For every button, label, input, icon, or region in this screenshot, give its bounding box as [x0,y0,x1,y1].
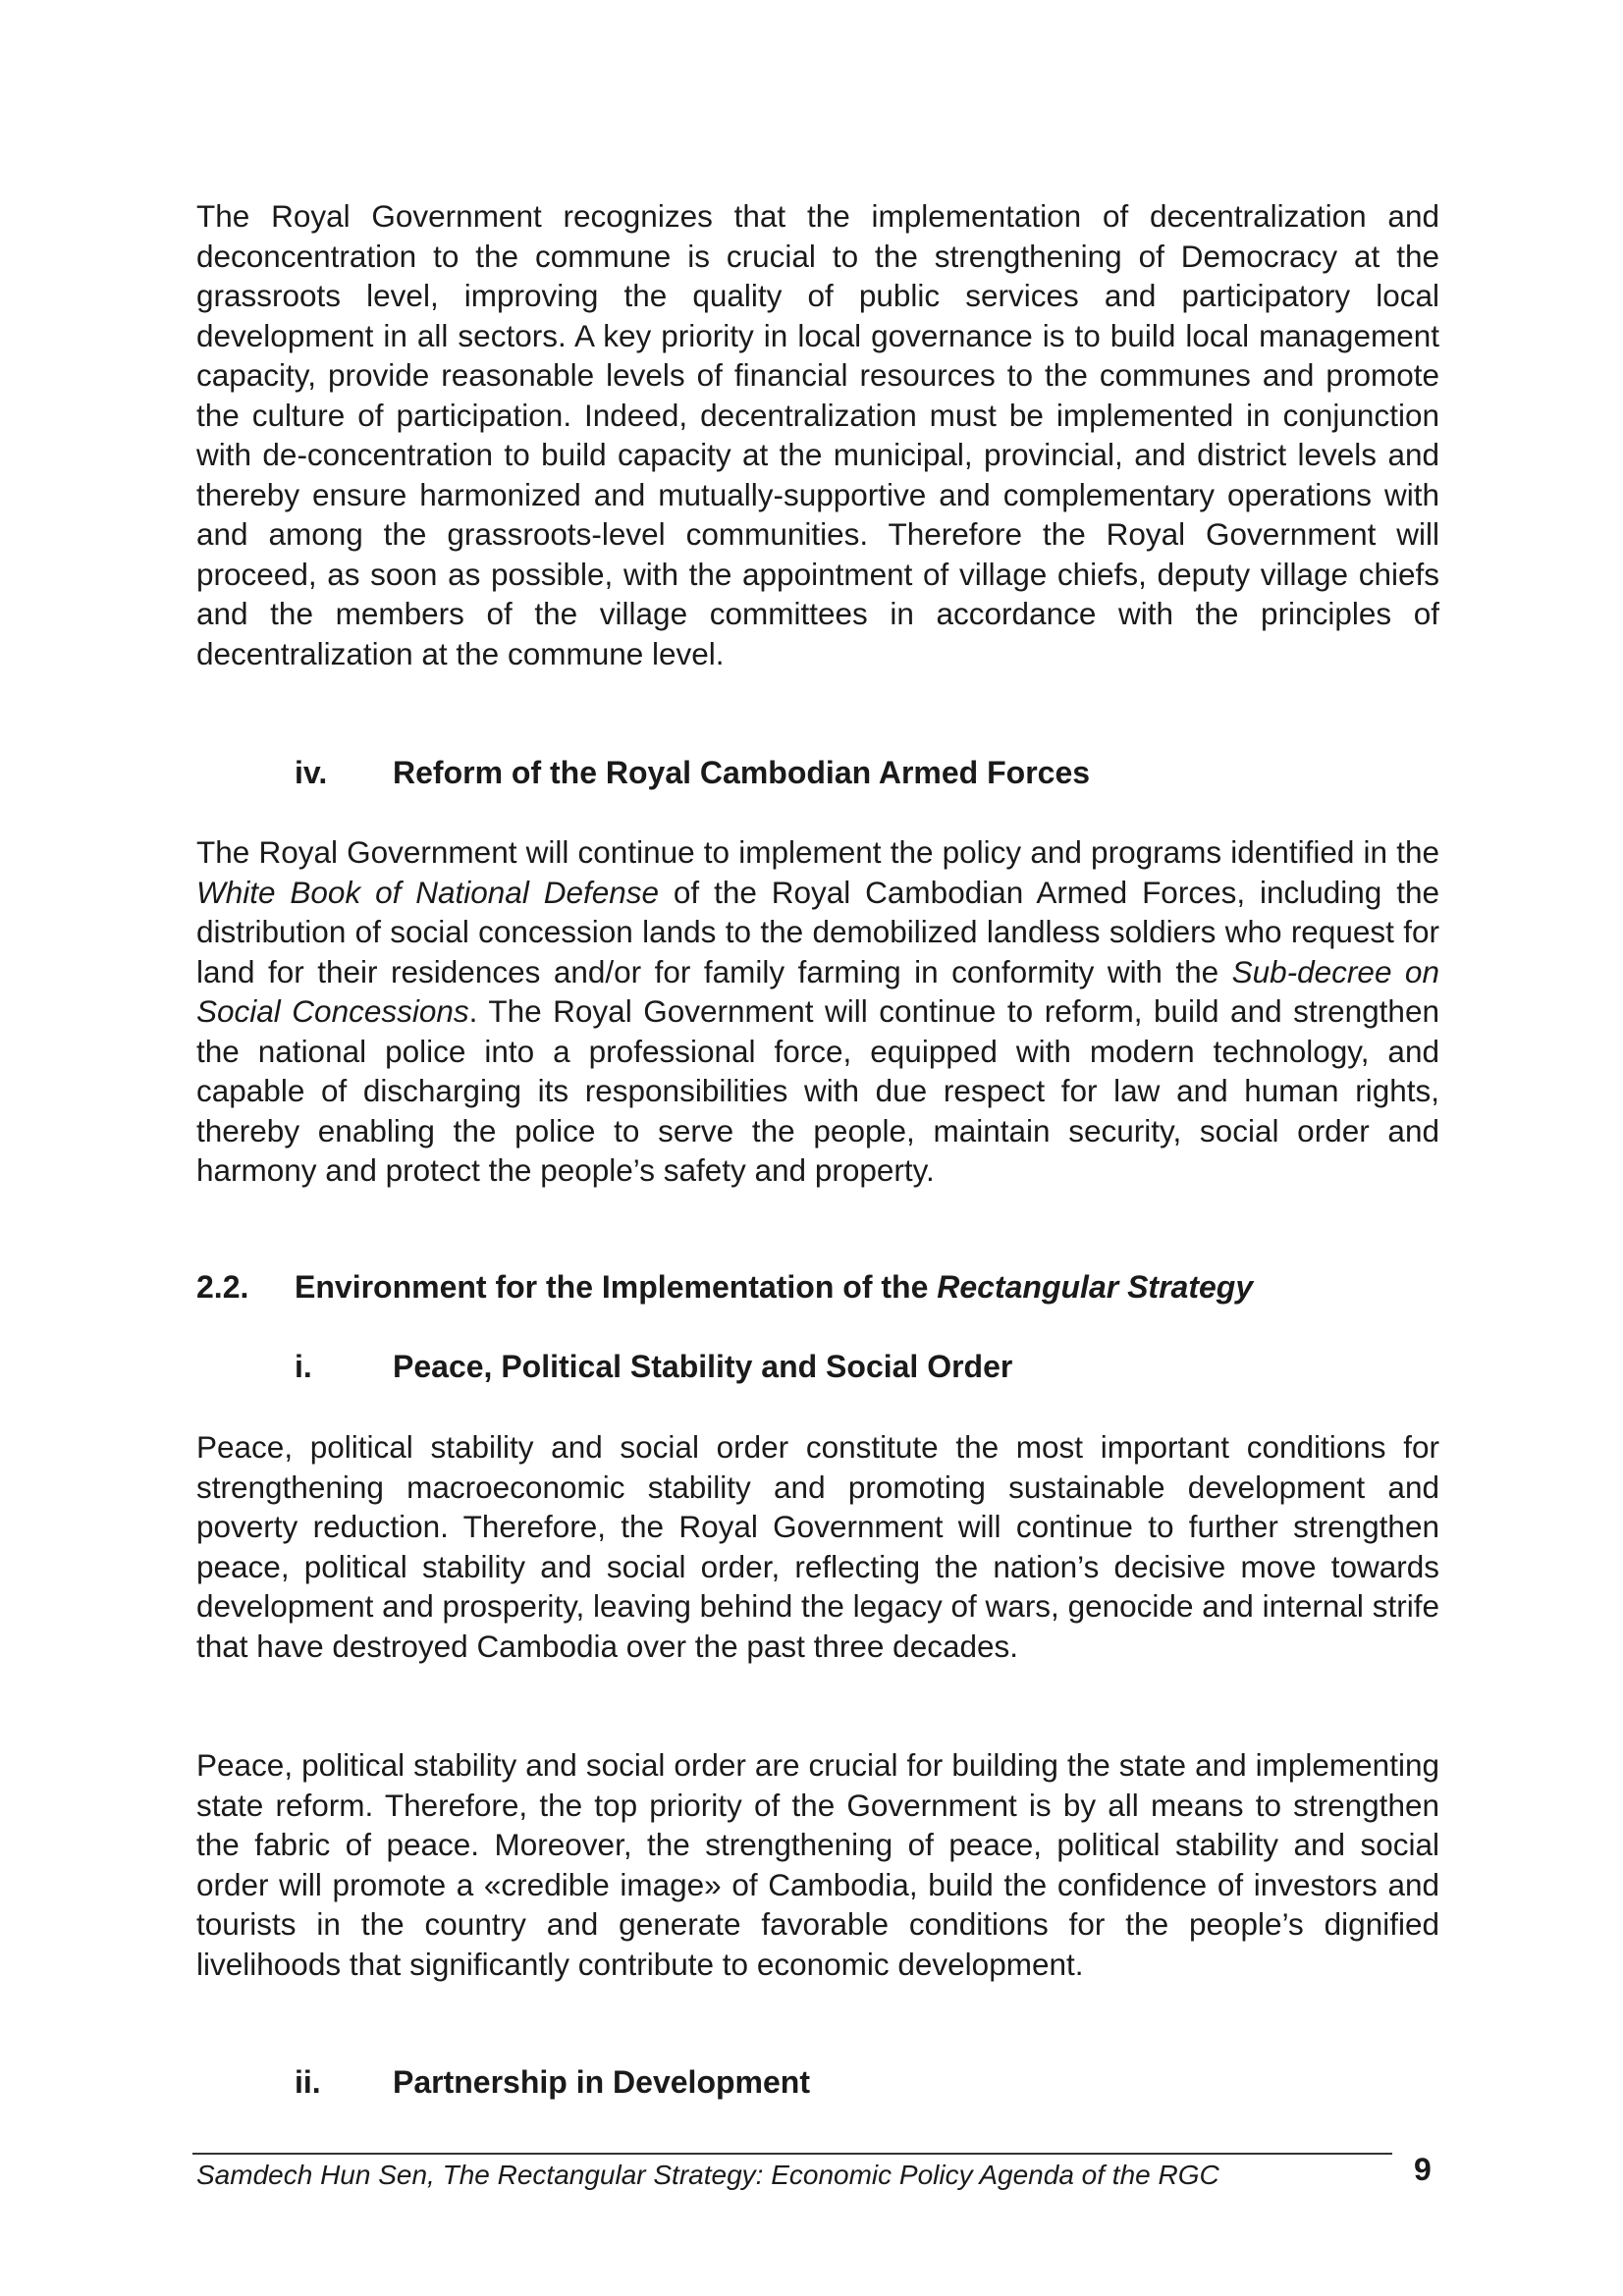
heading-number: 2.2. [196,1269,249,1305]
heading-number: ii. [295,2064,321,2100]
heading-text: Peace, Political Stability and Social Order [393,1349,1013,1384]
paragraph-decentralization: The Royal Government recognizes that the implementation of decentralization and deconcentration to the commune is crucial to the strengthening of Democracy at the grassroots level, improving the quality of public services and participatory local development in all sectors. A key priority in local governance is to build local management capacity, provide reasonable levels of financial resources to the communes and promote the culture of participation. Indeed, decentralization must be implemented in conjunction with de-concentration to build capacity at the municipal, provincial, and district levels and thereby ensure harmonized and mutually-supportive and complementary operations with and among the grassroots-level communities. Therefore the Royal Government will proceed, as soon as possible, with the appointment of village chiefs, deputy village chiefs and the members of the village committees in accordance with the principles of decentralization at the commune level. [196,198,1439,671]
paragraph-peace-conditions: Peace, political stability and social order constitute the most important conditions for strengthening macroeconomic stability and promoting sustainable development and poverty reduction. Therefore, the Royal Government will continue to further strengthen peace, political stability and social order, reflecting the nation’s decisive move towards development and prosperity, leaving behind the legacy of wars, genocide and internal strife that have destroyed Cambodia over the past three decades. [196,1429,1439,1664]
paragraph-armed-forces [196,832,1439,1191]
footer-citation: Samdech Hun Sen, The Rectangular Strategy: Economic Policy Agenda of the RGC [196,2160,1219,2190]
heading-number: iv. [295,755,328,790]
heading-text-plain: Environment for the Implementation of the [295,1269,938,1305]
paragraph-text: The Royal Government will continue to implement the policy and programs identified in the [196,834,1439,870]
footer-rule [192,2153,1392,2155]
page-number: 9 [1414,2152,1432,2187]
heading-text [295,1267,1253,1307]
paragraph-peace-state-reform: Peace, political stability and social order are crucial for building the state and implementing state reform. Therefore, the top priority of the Government is by all means to strengthen the fabric of peace. Moreover, the strengthening of peace, political stability and social order will promote a «credible image» of Cambodia, build the confidence of investors and tourists in the country and generate favorable conditions for the people’s dignified livelihoods that significantly contribute to economic development. [196,1747,1439,1982]
paragraph-text: . The Royal Government will continue to reform, build and strengthen the national police into a professional force, equipped with modern technology, and capable of discharging its responsibilities with due respect for law and human rights, thereby enabling the police to serve the people, maintain security, social order and harmony and protect the people’s safety and property. [196,993,1439,1188]
heading-number: i. [295,1349,312,1384]
paragraph-text: of the Royal Cambodian Armed Forces, including the distribution of social concession lands to the demobilized landless soldiers who request for land for their residences and/or for family farming in conformity with the [196,874,1439,989]
heading-text: Partnership in Development [393,2064,810,2100]
heading-text: Reform of the Royal Cambodian Armed Forces [393,755,1091,790]
white-book-title: White Book of National Defense [196,874,660,910]
heading-text-italic: Rectangular Strategy [937,1269,1254,1305]
sub-decree-title: Sub-decree on Social Concessions [196,953,1439,1029]
